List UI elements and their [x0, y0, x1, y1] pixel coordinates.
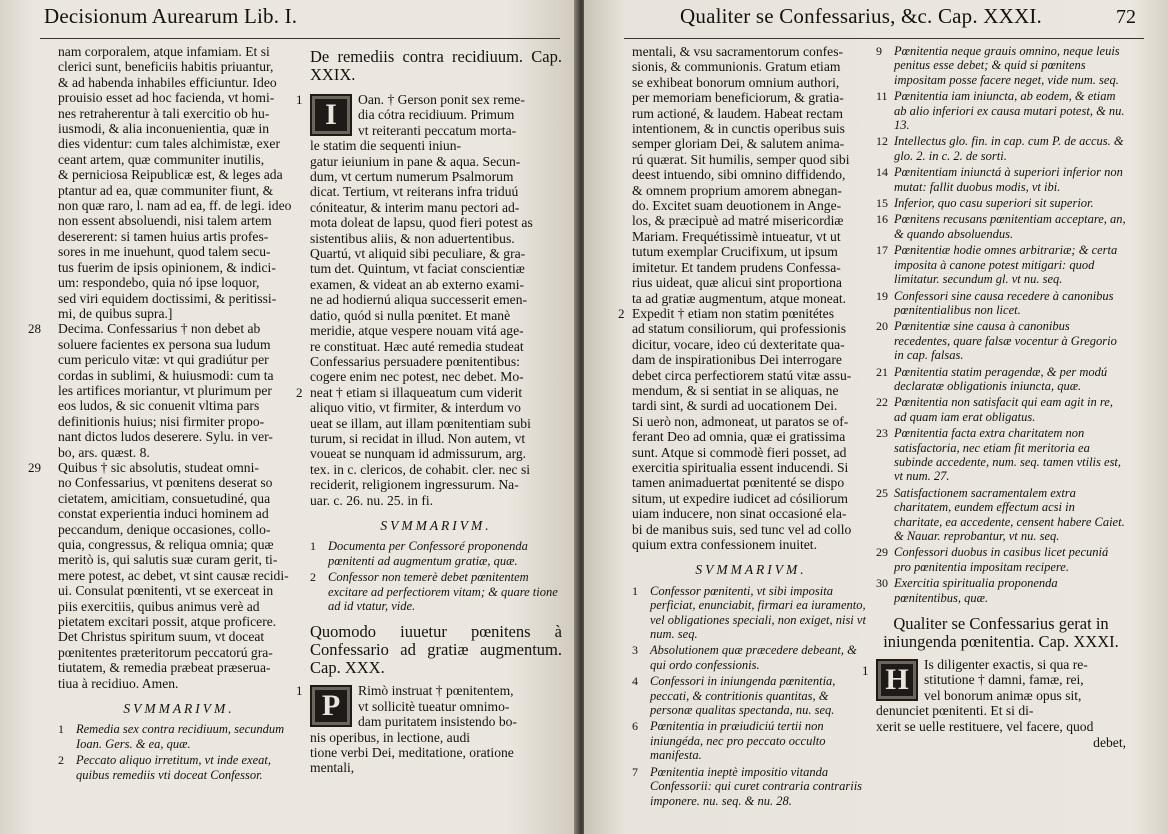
right-running-head: Qualiter se Confessarius, &c. Cap. XXXI.: [680, 4, 1043, 28]
text-line: ferant Deo ad omnia, quæ ei gratissima: [632, 429, 846, 445]
left-running-head: Decisionum Aurearum Lib. I.: [44, 4, 298, 28]
summary-item-text: Pœnitentiæ sine causa à canonibus recedentes, quare falsæ vocentur à Gregorio in cap. falsas.: [894, 319, 1117, 363]
text-line: pœnitentes præteritorum peccatorú gra-: [58, 644, 273, 660]
text-line: ne ad hodiernú aliqua successerit emen-: [310, 292, 528, 308]
margin-number: 1: [296, 683, 303, 699]
text-line: Quartú, vt aliquid sibi peculiare, & gra-: [310, 246, 526, 262]
catchword: debet,: [1093, 735, 1126, 751]
summary-item-text: Pœnitentia in præiudiciú tertii non iniungéda, nec pro peccato occulto manifesta.: [650, 719, 826, 763]
text-line: piis exercitiis, quibus animus verè ad: [58, 598, 260, 614]
text-line: um: respondebo, quia nó ipse loquor,: [58, 275, 260, 291]
text-line: & omnem proprium amorem abnegan-: [632, 182, 842, 198]
text-line: imitetur. Et tandem prudens Confessa-: [632, 259, 841, 275]
text-line: ceant artem, quæ communiter inutilis,: [58, 151, 265, 167]
summary-item: [876, 212, 1126, 241]
summary-item-number: 12: [876, 134, 888, 149]
page-folio: 72: [1116, 6, 1136, 28]
right-column-2: [862, 44, 1126, 751]
summarium-label: SVMMARIVM.: [380, 517, 492, 533]
decorated-initial: I: [310, 94, 352, 136]
text-line: Decima. Confessarius † non debet ab: [58, 321, 261, 337]
text-line: le statim die sequenti iniun-: [310, 138, 462, 154]
summary-item: [632, 643, 870, 672]
text-line: cietatem, amicitiam, consuetudiné, qua: [58, 490, 271, 506]
text-line: cordas in sublimi, & huiusmodi: cum ta: [58, 367, 274, 383]
text-line: mota doleat de lapsu, quod fieri potest as: [310, 215, 533, 231]
summary-item-text: Satisfactionem sacramentalem extra charitatem, eundem effectum acsi in charitate, ea accedente, censent habere Caiet. & Nauar. reprobantur, vt nu. seq.: [894, 485, 1125, 543]
summary-item-text: Exercitia spiritualia proponenda pœnitentibus, quæ.: [894, 576, 1058, 605]
summary-item-number: 7: [632, 764, 638, 779]
text-line: tex. in c. clericos, de cohabit. cler. nec si: [310, 461, 531, 477]
right-page: [584, 0, 1168, 834]
summary-item: [876, 243, 1126, 286]
summary-item-text: Intellectus glo. fin. in cap. cum P. de accus. & glo. 2. in c. 2. de sorti.: [894, 134, 1124, 163]
left-column-2: [296, 47, 562, 776]
text-line: definitionis huius; nisi firmiter propo-: [58, 413, 265, 429]
chapter-paragraph-2: [296, 384, 562, 508]
paragraph-28: [28, 321, 300, 460]
text-line: Expedit † etiam non statim pœnitétes: [632, 305, 834, 321]
text-line: eos ludos, & sic conuenit vltima pars: [58, 398, 260, 414]
chapter-paragraph-1: [296, 92, 562, 385]
summary-item-number: 1: [632, 583, 638, 598]
text-line: gatur ieiunium in pane & aqua. Secun-: [310, 153, 521, 169]
paragraph-continued: [632, 44, 870, 306]
text-line: bo, ars. quæst. 8.: [58, 444, 150, 460]
chapter-paragraph-1: [862, 657, 1126, 751]
text-line: tiua à recidiuo. Amen.: [58, 675, 179, 691]
text-line: stitutione † damni, famæ, rei,: [924, 672, 1084, 688]
text-line: soluere facientes ex persona sua ludum: [58, 336, 271, 352]
text-line: mentali, & vsu sacramentorum confes-: [632, 44, 844, 59]
text-line: no Confessarius, vt pœnitens deserat so: [58, 475, 273, 491]
text-line: situm, ut expedire iudicet ad cósiliorum: [632, 490, 848, 506]
summary-item-number: 11: [876, 89, 888, 104]
text-line: rum actioné, & laudem. Habeat rectam: [632, 105, 843, 121]
text-line: tiutatem, & remedia præbeat præserua-: [58, 660, 271, 676]
text-line: Si uerò non, admoneat, ut paratos se of-: [632, 413, 849, 429]
summary-item-number: 30: [876, 576, 888, 591]
text-line: cogere enim nec potest, nec debet. Mo-: [310, 369, 524, 385]
text-line: tus fuerim de ipsis opinionem, & indici-: [58, 259, 276, 275]
text-line: sed viri equidem doctissimi, & peritissi-: [58, 290, 277, 306]
text-line: iusmodi, & alia inconuenientia, quæ in: [58, 121, 270, 137]
text-line: ta ad gratiæ augmentum, atque moneat.: [632, 290, 847, 306]
summary-item-number: 19: [876, 288, 888, 303]
summary-item-number: 1: [310, 539, 316, 554]
text-line: aliquo vitio, vt firmiter, & interdum vo: [310, 400, 521, 416]
text-line: cum periculo vitæ: vt qui gradiútur per: [58, 352, 269, 368]
paragraph-2: [618, 305, 870, 553]
left-page: [0, 0, 578, 834]
text-line: dies videntur: cum tales alchimistæ, exer: [58, 136, 280, 152]
text-line: constat experientia induci hominem ad: [58, 506, 269, 522]
text-line: nis operibus, in lectione, audi: [310, 729, 471, 745]
summary-item-text: Pœnitentiæ hodie omnes arbitrariæ; & certa imposita à canone potest mitigari: quod limitatur. secundum gl. vt nu. seq.: [894, 243, 1118, 287]
text-line: los, & præcipuè ad matré misericordiæ: [632, 213, 844, 229]
summary-item: [632, 584, 870, 642]
summarium-label: SVMMARIVM.: [695, 562, 807, 578]
text-line: meritò is, qui salutis suæ curam gerit, ti-: [58, 552, 278, 568]
text-line: mere potest, ac debet, vt sint causæ recidi-: [58, 567, 289, 583]
summary-item-number: 21: [876, 364, 888, 379]
header-rule: [624, 38, 1144, 39]
summary-list-continued: [876, 44, 1126, 605]
summary-item-number: 14: [876, 165, 888, 180]
summary-item-number: 2: [58, 753, 64, 768]
text-line: dicat. Tertium, vt reiterans infra triduú: [310, 184, 519, 200]
text-line: uar. c. 26. nu. 25. in fi.: [310, 492, 434, 508]
summary-item-text: Pœnitentiam iniunctá à superiori inferior non mutat: fallit duobus modis, vt ibi.: [894, 165, 1123, 194]
summary-item-text: Confessori in iniungenda pœnitentia, peccati, & contritionis quantitas, & personæ qualitas spectanda, nu. seq.: [650, 674, 836, 718]
summary-item: [876, 289, 1126, 318]
summary-list: [632, 584, 870, 808]
text-line: se exhibeat bonorum omnium authori,: [632, 74, 840, 90]
summary-item-number: 9: [876, 44, 882, 58]
summary-item-text: Inferior, quo casu superiori sit superior.: [894, 196, 1094, 211]
text-line: tardi sint, & surdi ad uocationem Dei.: [632, 398, 838, 414]
margin-number: 1: [296, 92, 303, 107]
text-line: meridie, atque vespere nouam vitá age-: [310, 323, 524, 339]
summary-item-number: 15: [876, 196, 888, 211]
text-line: do. Excitet suam deuotionem in Ange-: [632, 198, 842, 214]
summary-item: [58, 722, 300, 751]
summary-item-text: Pœnitentia facta extra charitatem non satisfactoria, nec etiam fit meritoria ea subinde accedente, num. seq. tamen vtilis est, vt num. 27.: [894, 426, 1122, 484]
summary-item: [310, 570, 562, 613]
right-column-1: [618, 44, 870, 810]
text-line: reciderit, religionem ingressurum. Na-: [310, 477, 519, 493]
text-line: intentionem, & in cunctis operibus suis: [632, 121, 845, 137]
summary-item: [876, 319, 1126, 362]
summary-item: [876, 165, 1126, 194]
summary-item: [632, 765, 870, 808]
text-line: ad statum consiliorum, qui professionis: [632, 321, 847, 337]
summary-item-number: 3: [632, 643, 638, 658]
summary-item: [876, 365, 1126, 394]
text-line: uiam inducere, non sinat occasioné ela-: [632, 506, 847, 522]
text-line: mentali,: [310, 760, 355, 776]
text-line: quium extra confessionem inuitet.: [632, 537, 817, 552]
summary-item-number: 20: [876, 319, 888, 334]
text-line: exercitia spiritualia essent inducendi. Si: [632, 459, 849, 475]
summary-item-text: Pœnitentia iam iniuncta, ab eodem, & etiam ab alio inferiori ex causa mutari potest, & nu. 13.: [894, 89, 1125, 133]
summary-item: [876, 426, 1126, 484]
summary-item-number: 2: [310, 570, 316, 585]
text-line: sionis, & communionis. Gratum etiam: [632, 59, 841, 75]
text-line: nant dictos ludos deserere. Sylu. in ver-: [58, 429, 273, 445]
text-line: cóniteatur, & interim manu pectori ad-: [310, 199, 520, 215]
text-line: per memoriam beneficiorum, & gratia-: [632, 90, 844, 106]
summary-item: [876, 134, 1126, 163]
text-line: datio, quód si nulla pœnitet. Et manè: [310, 307, 511, 323]
text-line: rú quærat. Sit humilis, semper quod sibi: [632, 151, 850, 167]
summary-item-number: 25: [876, 485, 888, 500]
summary-item: [876, 486, 1126, 544]
paragraph-continued: [58, 44, 300, 321]
chapter-heading-2: Quomodo iuuetur pœnitens à Confessario ad gratiæ augmentum. Cap. XXX.: [310, 622, 562, 678]
text-line: clerici sunt, beneficiis habitis priuantur,: [58, 59, 274, 75]
text-line: Confessarius persuadere pœnitentibus:: [310, 353, 520, 369]
text-line: mendum, & si sentiat in se aliquas, ne: [632, 382, 839, 398]
summarium-label: SVMMARIVM.: [123, 701, 235, 717]
summary-item: [58, 753, 300, 782]
summary-item-text: Confessor non temerè debet pœnitentem excitare ad perfectiorem vitam; & quare tione ad id vtatur, vide.: [328, 570, 558, 613]
text-line: sunt. Atque si commodè fieri posset, ad: [632, 444, 847, 460]
summary-item: [632, 719, 870, 762]
summary-item-text: Confessori duobus in casibus licet pecuniá pro pœnitentia impositam recipere.: [894, 545, 1109, 574]
summary-list: [58, 722, 300, 782]
text-line: tum det. Quintum, vt faciat conscientiæ: [310, 261, 525, 277]
text-line: re constituat. Hæc auté remedia studeat: [310, 338, 524, 354]
text-line: ueat se illam, aut illam pœnitentiam subi: [310, 415, 531, 431]
margin-number: 1: [862, 663, 869, 679]
paragraph-29: [28, 459, 300, 691]
text-line: desererent: si tamen huius artis profes-: [58, 228, 269, 244]
decorated-initial: P: [310, 685, 352, 727]
summary-item-text: Absolutionem quæ præcedere debeant, & qui ordo confessionis.: [650, 643, 857, 672]
summary-item: [632, 674, 870, 717]
text-line: Oan. † Gerson ponit sex reme-: [358, 92, 525, 107]
text-line: nes retraherentur à tali exercitio ob hu-: [58, 105, 270, 121]
text-line: examen, & videat an ab externo exami-: [310, 276, 525, 292]
text-line: non quæ raro, l. nam ad ea, ff. de legi. ideo: [58, 198, 292, 214]
summary-item-number: 22: [876, 395, 888, 410]
text-line: vt reiteranti peccatum morta-: [358, 122, 517, 138]
text-line: vt sollicitè tueatur omnimo-: [358, 698, 510, 714]
text-line: xerit se uelle restituere, vel facere, quod: [876, 718, 1094, 734]
summary-item-number: 1: [58, 722, 64, 737]
summary-item-text: Confessor pœnitenti, vt sibi imposita perficiat, enunciabit, firmari ea iuramento, vel obligationes speciali, non exiget, nisi vt num. seq.: [650, 583, 866, 642]
decorated-initial: H: [876, 659, 918, 701]
summary-item-text: Pœnitentia non satisfacit qui eam agit in re, ad quam iam erat obligatus.: [894, 395, 1113, 424]
text-line: les artifices moriantur, vt plurimum per: [58, 382, 272, 398]
text-line: sores in me inuehunt, quod talem secu-: [58, 244, 271, 260]
text-line: dam puritatem insistendo bo-: [358, 714, 517, 730]
margin-number: 29: [28, 459, 41, 475]
summary-item-number: 4: [632, 674, 638, 689]
summary-item-number: 29: [876, 545, 888, 560]
summary-item: [876, 395, 1126, 424]
text-line: prouisio esset ad hoc facienda, vt homi-: [58, 90, 275, 106]
text-line: turum, si recidat in illud. Non autem, vt: [310, 430, 526, 446]
summary-item: [310, 539, 562, 568]
summary-item-number: 17: [876, 243, 888, 258]
margin-number: 28: [28, 321, 41, 337]
text-line: dam de inspirationibus Dei interrogare: [632, 352, 842, 368]
summary-list: [310, 539, 562, 613]
text-line: dia cótra recidiuum. Primum: [358, 107, 515, 123]
text-line: tamen animaduertat pœnitenté se dispo: [632, 475, 845, 491]
text-line: & ad habenda inhabiles efficiuntur. Ideo: [58, 74, 277, 90]
summary-item: [876, 89, 1126, 132]
summary-item: [876, 545, 1126, 574]
text-line: sistentibus aliis, & non aduertentibus.: [310, 230, 515, 246]
text-line: Is diligenter exactis, si qua re-: [924, 657, 1088, 673]
summary-item: [876, 576, 1126, 605]
text-line: bi de manibus suis, sed tunc vel ad collo: [632, 521, 852, 537]
text-line: deest intuendo, sibi omnino diffidendo,: [632, 167, 846, 183]
text-line: Quibus † sic absolutis, studeat omni-: [58, 459, 259, 475]
summary-item-number: 23: [876, 426, 888, 441]
summary-item-text: Remedia sex contra recidiuum, secundum Ioan. Gers. & ea, quæ.: [76, 722, 285, 751]
left-column-1: [28, 44, 300, 784]
text-line: pietatem excitari possit, atque proficere.: [58, 614, 277, 630]
text-line: denunciet pœnitenti. Et si di-: [876, 703, 1034, 719]
summary-item: [876, 196, 1126, 210]
summary-item-text: Pœnitens recusans pœnitentiam acceptare, an, & quando absoluendus.: [894, 212, 1126, 241]
text-line: dum, vt certum numerum Psalmorum: [310, 169, 514, 185]
text-line: nam corporalem, atque infamiam. Et si: [58, 44, 270, 59]
margin-number: 2: [296, 384, 303, 400]
summary-item-text: Pœnitentia neque grauis omnino, neque leuis penitus esse debet; & quid si pœnitens impositam posse facere neget, vide num. seq.: [894, 44, 1120, 87]
text-line: Rimò instruat † pœnitentem,: [358, 683, 514, 699]
summary-item-text: Confessori sine causa recedere à canonibus pœnitentialibus non licet.: [894, 288, 1114, 317]
chapter-heading: De remediis contra recidiuum. Cap. XXIX.: [310, 47, 562, 84]
text-line: ui. Consulat pœnitenti, vt se exerceat in: [58, 583, 274, 599]
text-line: ptantur ad ea, quæ communiter fiunt, &: [58, 182, 274, 198]
text-line: peccandum, denique occasiones, collo-: [58, 521, 271, 537]
text-line: vel bonorum animæ opus sit,: [924, 687, 1082, 703]
text-line: voueat se nunquam id admissurum, arg.: [310, 446, 527, 462]
summary-item-number: 6: [632, 719, 638, 734]
summary-item: [876, 44, 1126, 87]
summary-item-text: Documenta per Confessoré proponenda pœnitenti ad augmentum gratiæ, quæ.: [328, 539, 528, 568]
summary-item-text: Pœnitentia ineptè impositio vitanda Confessorii: qui curet contraria contrariis imponere. nu. seq. & nu. 28.: [650, 764, 863, 808]
text-line: neat † etiam si illaqueatum cum viderit: [310, 384, 523, 400]
summary-item-text: Peccato aliquo irretitum, vt inde exeat, quibus remediis vti doceat Confessor.: [76, 753, 271, 782]
text-line: rius uideat, quæ alicui sint proportiona: [632, 275, 842, 291]
text-line: semper gloriam Dei, & salutem anima-: [632, 136, 845, 152]
text-line: non essent absoluendi, nisi talem artem: [58, 213, 272, 229]
text-line: debet circa perfectiorem statú vitæ assu-: [632, 367, 852, 383]
chapter-paragraph-3: [296, 683, 562, 776]
summary-item-number: 16: [876, 212, 888, 227]
margin-number: 2: [618, 305, 625, 321]
text-line: quia, congressus, & reliqua omnia; quæ: [58, 537, 274, 552]
text-line: tione verbi Dei, meditatione, oratione: [310, 745, 514, 761]
text-line: dicitur, vocare, ideo cú dexteritate qua-: [632, 336, 845, 352]
text-line: mi, de quibus supra.]: [58, 305, 173, 321]
text-line: tutum exemplar Crucifixum, ut ipsum: [632, 244, 838, 260]
chapter-heading: Qualiter se Confessarius gerat in iniungenda pœnitentia. Cap. XXXI.: [883, 614, 1119, 652]
summary-item-text: Pœnitentia statim peragendæ, & per modú declaratæ obligationis iniuncta, quæ.: [894, 364, 1108, 393]
text-line: Mariam. Frequétissimè intueatur, vt ut: [632, 228, 841, 244]
text-line: & perniciosa Reipublicæ est, & leges ada: [58, 167, 283, 183]
text-line: Det Christus spiritum suum, vt doceat: [58, 629, 265, 645]
header-rule: [40, 38, 560, 39]
